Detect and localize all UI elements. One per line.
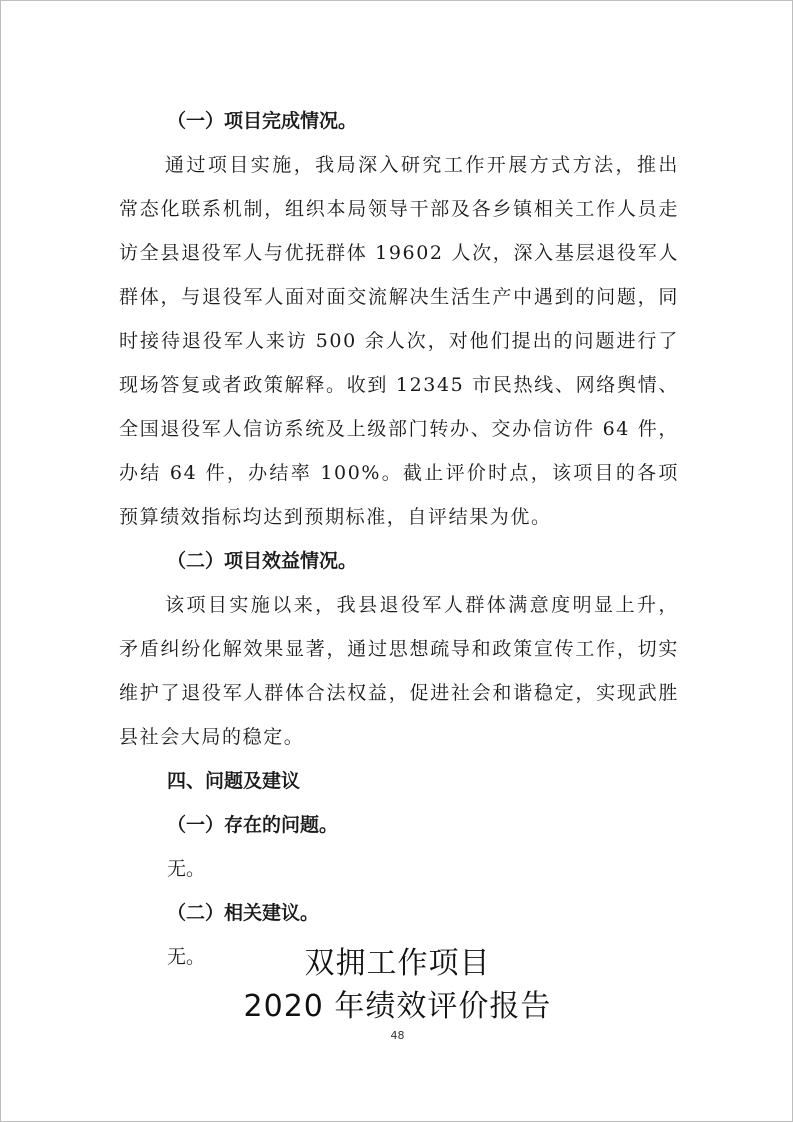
completion-paragraph: 通过项目实施，我局深入研究工作开展方式方法，推出常态化联系机制，组织本局领导干部及各乡镇相关工作人员走访全县退役军人与优抚群体 19602 人次，深入基层退役军人群体，与退役军人面对面交流解决生活生产中遇到的问题，同时接待退役军人来访 500 余人次，对他们提出的问题进行了现场答复或者政策解释。收到 12345 市民热线、网络舆情、全国退役军人信访系统及上级部门转办、交办信访件 64 件，办结 64 件，办结率 100%。截止评价时点，该项目的各项预算绩效指标均达到预期标准，自评结果为优。 xyxy=(119,154,679,528)
report-body xyxy=(119,99,679,979)
benefit-heading: （二）项目效益情况。 xyxy=(167,550,358,572)
benefit-paragraph: 该项目实施以来，我县退役军人群体满意度明显上升，矛盾纠纷化解效果显著，通过思想疏导和政策宣传工作，切实维护了退役军人群体合法权益，促进社会和谐稳定，实现武胜县社会大局的稳定。 xyxy=(119,594,679,748)
issues-heading: 四、问题及建议 xyxy=(167,770,301,792)
existing-problems-text: 无。 xyxy=(167,858,206,880)
suggestions-text: 无。 xyxy=(167,946,206,968)
page-number: 48 xyxy=(390,1029,405,1042)
next-report-title-line1: 双拥工作项目 xyxy=(304,946,491,981)
suggestions-heading: （二）相关建议。 xyxy=(167,902,320,924)
next-report-title-line2: 2020 年绩效评价报告 xyxy=(243,989,552,1024)
completion-heading: （一）项目完成情况。 xyxy=(167,110,358,132)
existing-problems-heading: （一）存在的问题。 xyxy=(167,814,339,836)
